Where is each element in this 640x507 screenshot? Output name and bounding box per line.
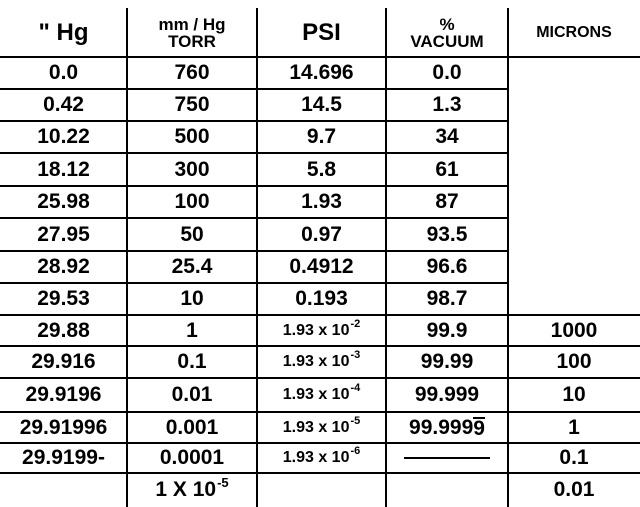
cell-torr: 300 (174, 157, 210, 181)
cell-torr: 10 (180, 287, 204, 310)
cell-inches-hg: 27.95 (37, 222, 90, 246)
torr-base: 1 X 10 (155, 478, 217, 501)
cell-psi: 0.97 (301, 222, 342, 246)
cell-inches-hg (0, 473, 127, 507)
psi-base: 1.93 x 10 (282, 353, 350, 370)
cell-vacuum (386, 443, 508, 473)
cell-microns: 100 (556, 350, 592, 373)
cell-microns (508, 283, 640, 315)
cell-torr: 750 (174, 93, 210, 116)
cell-microns (508, 121, 640, 153)
cell-psi: 14.5 (301, 93, 342, 116)
cell-microns (508, 251, 640, 283)
cell-inches-hg: 29.9196 (25, 383, 102, 406)
cell-microns: 0.1 (559, 446, 589, 469)
cell-psi (257, 346, 386, 378)
cell-microns (508, 153, 640, 186)
cell-torr (127, 473, 257, 507)
cell-vacuum: 99.99 (420, 350, 474, 373)
cell-psi (257, 378, 386, 412)
cell-vacuum: 99.9 (426, 318, 468, 342)
cell-microns: 0.01 (553, 478, 595, 501)
cell-microns (508, 57, 640, 89)
header-vacuum (386, 8, 508, 57)
cell-torr: 50 (180, 222, 204, 246)
cell-vacuum: 34 (435, 125, 459, 148)
header-vac-bottom: VACUUM (410, 31, 484, 51)
psi-base: 1.93 x 10 (282, 321, 350, 339)
psi-exponent: -5 (350, 414, 361, 427)
cell-microns: 1000 (550, 318, 598, 342)
cell-torr: 0.0001 (159, 446, 225, 469)
psi-exponent: -3 (350, 349, 361, 361)
psi-exponent: -4 (350, 382, 361, 394)
header-torr-bottom: TORR (168, 31, 216, 51)
header-microns (508, 8, 640, 57)
cell-inches-hg: 29.53 (37, 287, 90, 310)
header-torr-top: mm / Hg (158, 14, 226, 34)
cell-torr: 100 (174, 190, 210, 213)
cell-inches-hg: 25.98 (37, 190, 90, 213)
cell-psi: 14.696 (289, 61, 354, 84)
cell-psi: 9.7 (306, 125, 337, 148)
cell-microns: 10 (562, 383, 586, 406)
cell-microns: 1 (568, 415, 580, 439)
cell-psi (257, 315, 386, 346)
cell-inches-hg: 29.9199- (22, 446, 105, 469)
cell-inches-hg: 18.12 (37, 157, 90, 181)
cell-microns (508, 186, 640, 218)
cell-vacuum: 93.5 (426, 222, 468, 246)
vacuum-dash (404, 457, 490, 459)
cell-vacuum: 1.3 (432, 93, 462, 116)
cell-inches-hg: 28.92 (37, 255, 90, 278)
header-vac-top: % (439, 14, 455, 34)
cell-inches-hg: 0.0 (48, 61, 79, 84)
cell-inches-hg: 29.916 (31, 350, 96, 373)
cell-psi (257, 443, 386, 473)
header-inches-hg (0, 8, 127, 57)
cell-torr: 0.1 (177, 350, 207, 373)
cell-vacuum (386, 473, 508, 507)
cell-torr: 0.001 (165, 415, 219, 439)
psi-base: 1.93 x 10 (282, 449, 350, 466)
cell-inches-hg: 10.22 (37, 125, 90, 148)
cell-psi: 0.4912 (289, 255, 354, 278)
psi-base: 1.93 x 10 (282, 418, 350, 436)
cell-psi: 0.193 (295, 287, 348, 310)
cell-inches-hg: 29.88 (37, 318, 90, 342)
cell-inches-hg: 29.91996 (19, 415, 108, 439)
cell-torr: 25.4 (171, 255, 213, 278)
cell-psi (257, 412, 386, 443)
cell-vacuum: 0.0 (432, 61, 462, 84)
header-psi (257, 8, 386, 57)
vacuum-repeating-digit: 9 (473, 416, 485, 440)
cell-microns (508, 218, 640, 251)
vacuum-value: 99.999 (409, 415, 474, 439)
cell-torr: 500 (174, 125, 210, 148)
cell-psi (257, 473, 386, 507)
cell-vacuum (386, 412, 508, 443)
cell-vacuum: 98.7 (426, 287, 468, 310)
cell-vacuum: 87 (435, 190, 459, 213)
cell-vacuum: 99.999 (414, 383, 480, 406)
cell-psi: 1.93 (301, 190, 342, 213)
cell-torr: 760 (174, 61, 210, 84)
cell-inches-hg: 0.42 (43, 93, 84, 116)
header-hg-label: " Hg (38, 18, 89, 46)
header-microns-label: MICRONS (536, 23, 612, 41)
cell-torr: 1 (186, 318, 198, 342)
cell-vacuum: 96.6 (426, 255, 468, 278)
header-psi-label: PSI (302, 18, 341, 46)
header-torr (127, 8, 257, 57)
psi-exponent: -6 (350, 445, 361, 457)
cell-psi: 5.8 (306, 157, 337, 181)
psi-exponent: -2 (350, 317, 361, 330)
torr-exponent: -5 (217, 474, 229, 490)
cell-microns (508, 89, 640, 121)
cell-vacuum: 61 (435, 157, 459, 181)
psi-base: 1.93 x 10 (282, 386, 350, 403)
cell-torr: 0.01 (171, 383, 213, 406)
